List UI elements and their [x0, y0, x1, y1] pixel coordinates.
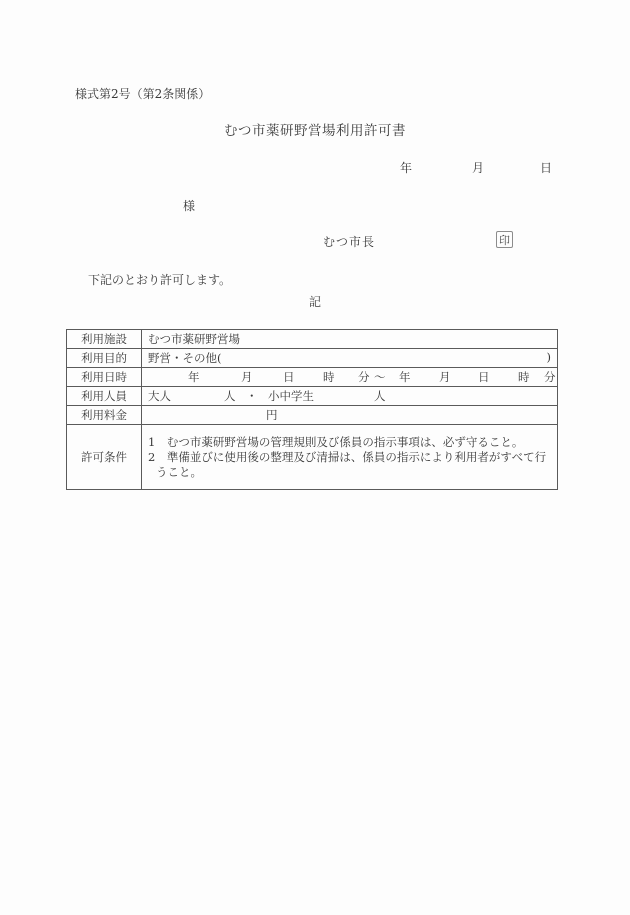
- people-value: [142, 387, 558, 406]
- issue-date-month-label: 月: [472, 161, 485, 175]
- seal-stamp-icon: [496, 231, 513, 248]
- table-row-purpose: [67, 349, 558, 368]
- row-label-conditions: 許可条件: [67, 425, 142, 490]
- datetime-unit-month-start: 月: [241, 370, 253, 384]
- purpose-close-paren: ): [546, 350, 551, 364]
- datetime-unit-day-end: 日: [478, 370, 490, 384]
- datetime-unit-hour-start: 時: [323, 370, 335, 384]
- datetime-value: [142, 368, 558, 387]
- conditions-value: [142, 425, 558, 490]
- datetime-unit-minute-end: 分: [544, 370, 556, 384]
- datetime-unit-year-start: 年: [188, 370, 200, 384]
- table-row-fee: [67, 406, 558, 425]
- people-separator-dot: ・: [246, 389, 258, 403]
- row-label-people: 利用人員: [67, 387, 142, 406]
- purpose-value: [142, 349, 558, 368]
- row-label-fee: 利用料金: [67, 406, 142, 425]
- row-label-purpose: 利用目的: [67, 349, 142, 368]
- datetime-unit-year-end: 年: [399, 370, 411, 384]
- people-students-unit: 人: [374, 389, 386, 403]
- addressee-honorific: 様: [183, 199, 196, 213]
- datetime-unit-hour-end: 時: [518, 370, 530, 384]
- facility-value: むつ市薬研野営場: [142, 330, 558, 349]
- fee-currency-unit: 円: [266, 408, 278, 422]
- permit-details-table: [66, 329, 558, 490]
- condition-item-2: 2 準備並びに使用後の整理及び清掃は、係員の指示により利用者がすべて行うこと。: [148, 449, 547, 479]
- seal-character: 印: [499, 233, 510, 247]
- document-title: むつ市薬研野営場利用許可書: [224, 123, 406, 139]
- condition-item-1: 1 むつ市薬研野営場の管理規則及び係員の指示事項は、必ず守ること。: [148, 434, 524, 449]
- datetime-unit-minute-start: 分: [358, 370, 370, 384]
- people-adults-label: 大人: [148, 389, 171, 403]
- datetime-unit-month-end: 月: [439, 370, 451, 384]
- record-marker: 記: [308, 295, 321, 309]
- issue-date-day-label: 日: [540, 161, 553, 175]
- table-row-people: [67, 387, 558, 406]
- datetime-unit-day-start: 日: [283, 370, 295, 384]
- table-row-facility: [67, 330, 558, 349]
- people-students-label: 小中学生: [268, 389, 314, 403]
- purpose-options-text: 野営・その他(: [148, 351, 222, 365]
- row-label-facility: 利用施設: [67, 330, 142, 349]
- form-number: 様式第2号（第2条関係）: [75, 87, 211, 101]
- issuer-name: むつ市長: [323, 235, 376, 249]
- fee-value: [142, 406, 558, 425]
- row-label-datetime: 利用日時: [67, 368, 142, 387]
- people-adults-unit: 人: [224, 389, 236, 403]
- table-row-conditions: [67, 425, 558, 490]
- issue-date-year-label: 年: [400, 161, 413, 175]
- datetime-range-tilde: ～: [374, 370, 386, 384]
- permit-statement: 下記のとおり許可します。: [88, 273, 232, 287]
- table-row-datetime: [67, 368, 558, 387]
